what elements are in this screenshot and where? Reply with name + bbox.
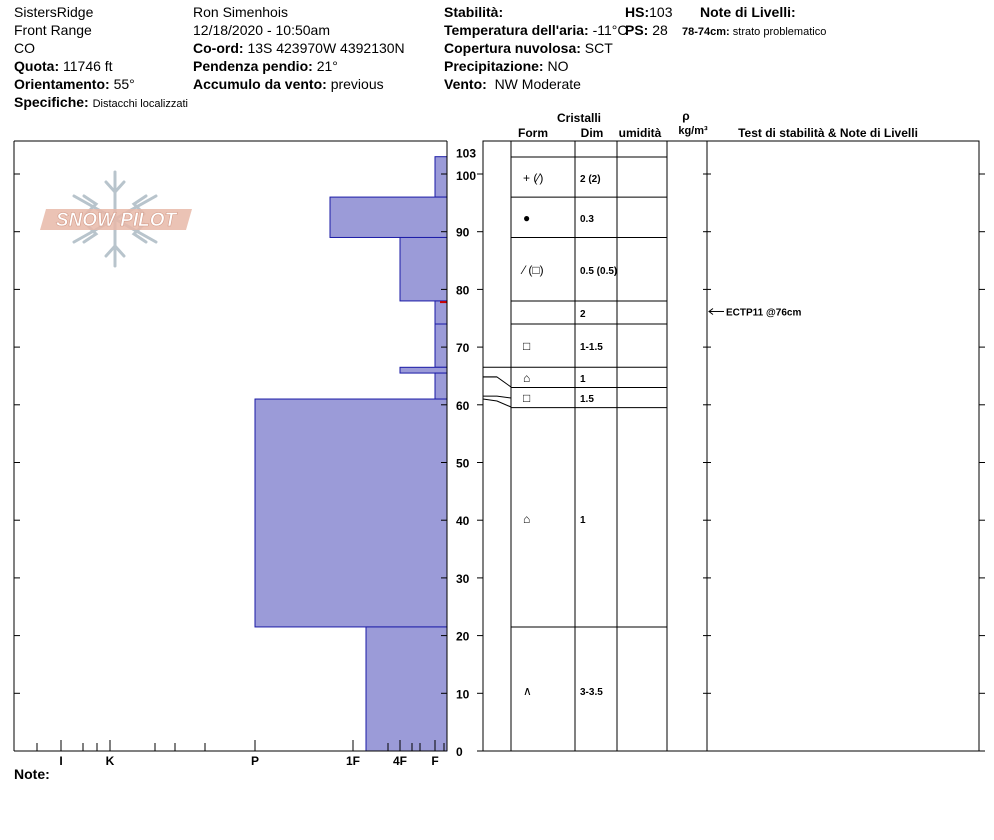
hardness-tick-label: 4F: [392, 754, 408, 768]
slope-label: Pendenza pendio:: [193, 58, 313, 74]
grain-size: 2: [580, 309, 586, 320]
precip-value: NO: [547, 58, 569, 74]
slope-value: 21°: [316, 58, 338, 74]
depth-tick-label: 70: [456, 341, 470, 356]
ps-label: PS:: [625, 22, 649, 38]
notes-label: Note:: [14, 766, 50, 782]
stability-notes-header: Test di stabilità & Note di Livelli: [738, 126, 918, 140]
snowpilot-logo: [40, 172, 192, 266]
hardness-tick-label: 1F: [345, 754, 361, 768]
grain-size: 1: [580, 515, 586, 526]
depth-tick-label: 40: [456, 514, 470, 529]
depth-tick-label: 60: [456, 398, 470, 413]
datetime: 12/18/2020 - 10:50am: [193, 22, 330, 38]
stability-tests: [709, 307, 801, 318]
air-temp-label: Temperatura dell'aria:: [444, 22, 589, 38]
hardness-tick-label: F: [431, 754, 439, 768]
elevation-label: Quota:: [14, 58, 60, 74]
grain-size: 1-1.5: [580, 342, 603, 353]
hardness-tick-label: P: [250, 754, 260, 768]
hardness-bar-6: [435, 373, 447, 399]
hardness-tick-label: I: [59, 754, 63, 768]
layer-note-text: strato problematico: [732, 26, 827, 38]
hardness-bars: [255, 157, 447, 751]
crystals-header: Cristalli: [556, 111, 602, 125]
stability-label: Stabilità:: [444, 4, 504, 20]
depth-tick-label: 20: [456, 629, 470, 644]
elevation-value: 11746 ft: [63, 58, 113, 74]
layer-notes-label: Note di Livelli:: [700, 4, 796, 20]
grain-size: 0.5 (0.5): [580, 266, 618, 277]
aspect-label: Orientamento:: [14, 76, 110, 92]
observer: Ron Simenhois: [193, 4, 288, 20]
depth-tick-label: 10: [456, 687, 470, 702]
hs-value: 103: [649, 4, 673, 20]
grain-size: 3-3.5: [580, 687, 603, 698]
layer-table-frame: [483, 141, 979, 751]
size-header: Dim: [580, 126, 604, 140]
hardness-bar-0: [435, 157, 447, 197]
precip-label: Precipitazione:: [444, 58, 544, 74]
state: CO: [14, 40, 35, 56]
wind-loading-value: previous: [330, 76, 384, 92]
hardness-bar-4: [435, 324, 447, 367]
form-header: Form: [518, 126, 548, 140]
grain-form-symbol: □: [523, 391, 531, 405]
mountain-range: Front Range: [14, 22, 92, 38]
grain-form-symbol: + (⁄): [523, 171, 544, 185]
grain-form-symbol: □: [523, 339, 531, 353]
wind-label: Vento:: [444, 76, 487, 92]
wind-value: NW Moderate: [494, 76, 581, 92]
depth-tick-label: 100: [456, 169, 477, 183]
sky-label: Copertura nuvolosa:: [444, 40, 581, 56]
depth-tick-label: 30: [456, 571, 470, 586]
coord-label: Co-ord:: [193, 40, 244, 56]
hardness-bar-8: [366, 627, 447, 751]
grain-form-symbol: ⌂: [523, 371, 531, 385]
grain-size: 0.3: [580, 214, 594, 225]
moisture-header: umidità: [618, 126, 662, 140]
layer-connector-d: [483, 399, 511, 407]
grain-form-symbol: ∧: [523, 684, 532, 698]
stability-test-label: ECTP11 @76cm: [726, 307, 802, 319]
grain-form-symbol: ⁄ (□): [523, 263, 544, 277]
location: SistersRidge: [14, 4, 94, 20]
grain-size: 1.5: [580, 394, 594, 405]
wind-loading-label: Accumulo da vento:: [193, 76, 327, 92]
depth-tick-label: 80: [456, 283, 470, 298]
grain-size: 1: [580, 374, 586, 385]
aspect-value: 55°: [113, 76, 135, 92]
layer-note-range: 78-74cm:: [682, 26, 730, 38]
grain-size: 2 (2): [580, 174, 601, 185]
ps-value: 28: [652, 22, 668, 38]
hardness-bar-5: [400, 367, 447, 373]
depth-tick-label: 50: [456, 456, 470, 471]
sky-value: SCT: [584, 40, 613, 56]
density-unit-header: kg/m³: [678, 125, 708, 137]
layer-connector-b: [483, 377, 511, 387]
grain-form-symbol: ●: [523, 211, 531, 225]
grain-form-symbol: ⌂: [523, 512, 531, 526]
hardness-bar-3: [435, 301, 447, 324]
specifics-value: Distacchi localizzati: [92, 98, 188, 110]
air-temp-value: -11°C: [592, 22, 628, 38]
rho-header: ρ: [682, 109, 690, 123]
depth-tick-label: 0: [456, 745, 463, 759]
hardness-bar-2: [400, 237, 447, 300]
layer-connector-c: [483, 396, 511, 398]
hardness-bar-1: [330, 197, 447, 237]
hs-label: HS:: [625, 4, 650, 20]
hardness-tick-label: K: [105, 754, 115, 768]
depth-axis: [14, 147, 985, 759]
logo-text: SNOW PILOT: [55, 210, 177, 231]
depth-tick-label: 90: [456, 225, 470, 240]
hardness-bar-7: [255, 399, 447, 627]
specifics-label: Specifiche:: [14, 94, 89, 110]
depth-tick-label: 103: [456, 146, 477, 161]
coord-value: 13S 423970W 4392130N: [247, 40, 405, 56]
